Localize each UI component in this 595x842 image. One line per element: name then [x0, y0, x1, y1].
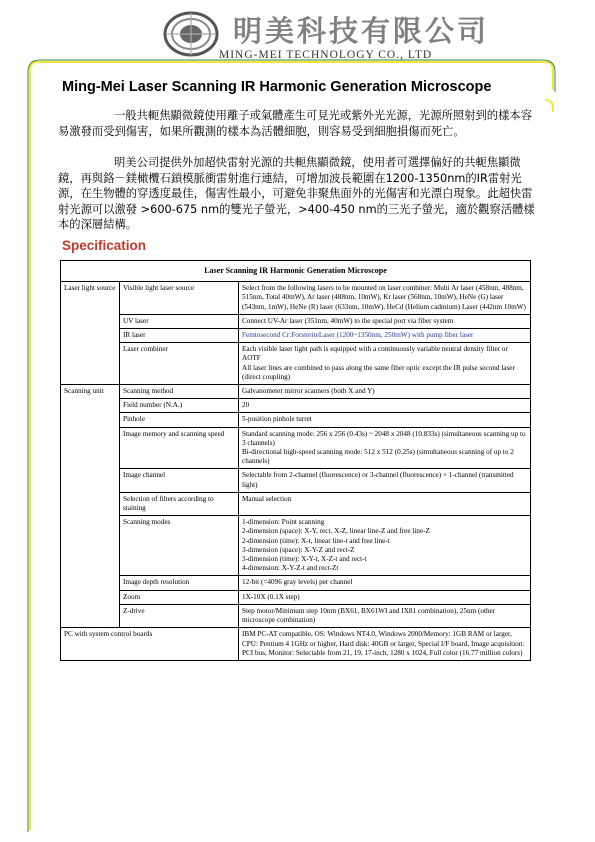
value-cell: Each visible laser light path is equipped with a continuously variable neutral density filter or AOTF All laser lines are combined to pass along the same fiber optic except the IR pulse second laser (direct coupling)	[239, 343, 531, 385]
table-row	[61, 469, 531, 492]
table-row	[61, 413, 531, 427]
circular-laser-emblem-icon	[163, 10, 219, 58]
company-name-chinese: 明美科技有限公司	[233, 14, 490, 48]
item-cell: Image channel	[120, 469, 239, 492]
spec-heading: Specification	[62, 238, 147, 253]
value-cell: Step motor/Minimum step 10nm (BX61, BX61WI and IX81 combination), 25nm (other microscope combination)	[239, 604, 531, 627]
value-cell: Selectable from 2-channel (fluorescence) or 3-channel (fluorescence) + 1-channel (transmitted light)	[239, 469, 531, 492]
value-cell: 1-dimension: Point scanning 2-dimension (space): X-Y, rect. X-Z, linear line-Z and free line-Z 2-dimension (time): X-t, linear line-t and free line-t 3-dimension (space): X-Y-Z and rect-Z 3-dimension (time): X-Y-t, X-Z-t and rect-t 4-dimension: X-Y-Z-t and rect-Zt	[239, 516, 531, 576]
value-cell: Femtosecond Cr:ForsteriteLaser (1200~1350nm, 250mW) with pump fiber laser	[239, 329, 531, 343]
table-header-row	[61, 261, 531, 282]
table-row	[61, 576, 531, 590]
value-cell: Select from the following lasers to be mounted on laser combiner: Multi Ar laser (458nm, 488nm, 515nm, Total 40mW), Ar laser (488nm, 10mW), Kr laser (568nm, 10mW), HeNe (G) laser (543nm, 1mW), HeNe (R) laser (633nm, 10mW), HeCd (Helium cadmium) Laser (442nm 10mW)	[239, 282, 531, 315]
value-cell: 20	[239, 399, 531, 413]
value-cell: 12-bit (=4096 gray levels) per channel	[239, 576, 531, 590]
value-cell: 5-position pinhole turret	[239, 413, 531, 427]
table-row	[61, 492, 531, 515]
item-cell: Z-drive	[120, 604, 239, 627]
item-cell: Scanning modes	[120, 516, 239, 576]
table-row	[61, 399, 531, 413]
value-cell: Galvanometer mirror scanners (both X and Y)	[239, 385, 531, 399]
table-row	[61, 329, 531, 343]
item-cell: Selection of filters according to staining	[120, 492, 239, 515]
group-cell: PC with system control boards	[61, 628, 239, 661]
table-header: Laser Scanning IR Harmonic Generation Microscope	[61, 261, 531, 282]
value-cell: Standard scanning mode: 256 x 256 (0.43s) ~ 2048 x 2048 (10.833s) (simultaneous scanning up to 3 channels) Bi-directional high-speed scanning mode: 512 x 512 (0.25s) (simultaneous scanning of up to 2 channels)	[239, 427, 531, 469]
item-cell: Field number (N.A.)	[120, 399, 239, 413]
intro-paragraph-2: 明美公司提供外加超快雷射光源的共軛焦顯微鏡，使用者可選擇偏好的共軛焦顯微鏡，再與鉻－鎂橄欖石鎖模脈衝雷射進行連結，可增加波長範圍在1200-1350nm的IR雷射光源，在生物體的穿透度最佳，傷害性最小，可避免非聚焦面外的光傷害和光漂白現象。此超快雷射光源可以激發 >600-675 nm的雙光子螢光，>400-450 nm的三光子螢光，適於觀察活體樣本的深層結構。	[58, 156, 535, 232]
spec-table	[60, 260, 531, 661]
item-cell: Zoom	[120, 590, 239, 604]
item-cell: Visible light laser source	[120, 282, 239, 315]
table-row	[61, 628, 531, 661]
table-row	[61, 590, 531, 604]
item-cell: Laser combiner	[120, 343, 239, 385]
value-cell: IBM PC-AT compatible, OS: Windows NT4.0, Windows 2000/Memory: 1GB RAM or larger, CPU: Pentium 4 1GHz or higher, Hard disk: 40GB or larger, Special I/F board, Image acquisition: PCI bus, Monitor: Selectable from 21, 19, 17-inch, 1280 x 1024, Full color (16.77 million colors)	[239, 628, 531, 661]
table-row	[61, 343, 531, 385]
item-cell: UV laser	[120, 314, 239, 328]
company-name-english: MING-MEI TECHNOLOGY CO., LTD	[219, 49, 433, 61]
intro-paragraph-1: 一般共軛焦顯微鏡使用離子或氣體產生可見光或紫外光光源，光源所照射到的樣本容易激發而受到傷害，如果所觀測的樣本為活體細胞，則容易受到細胞損傷而死亡。	[58, 109, 532, 138]
item-cell: Image memory and scanning speed	[120, 427, 239, 469]
item-cell: IR laser	[120, 329, 239, 343]
item-cell: Pinhole	[120, 413, 239, 427]
table-row	[61, 604, 531, 627]
table-row	[61, 282, 531, 315]
company-logo	[163, 8, 490, 64]
value-cell: Connect UV-Ar laser (351nm, 40mW) to the special port via fiber system	[239, 314, 531, 328]
group-cell: Scanning unit	[61, 385, 120, 628]
group-cell: Laser light source	[61, 282, 120, 385]
item-cell: Scanning method	[120, 385, 239, 399]
page-title: Ming-Mei Laser Scanning IR Harmonic Generation Microscope	[62, 79, 492, 95]
value-cell: Manual selection	[239, 492, 531, 515]
item-cell: Image depth resolution	[120, 576, 239, 590]
table-row	[61, 314, 531, 328]
table-row	[61, 427, 531, 469]
value-cell: 1X-10X (0.1X step)	[239, 590, 531, 604]
table-row	[61, 385, 531, 399]
table-row	[61, 516, 531, 576]
